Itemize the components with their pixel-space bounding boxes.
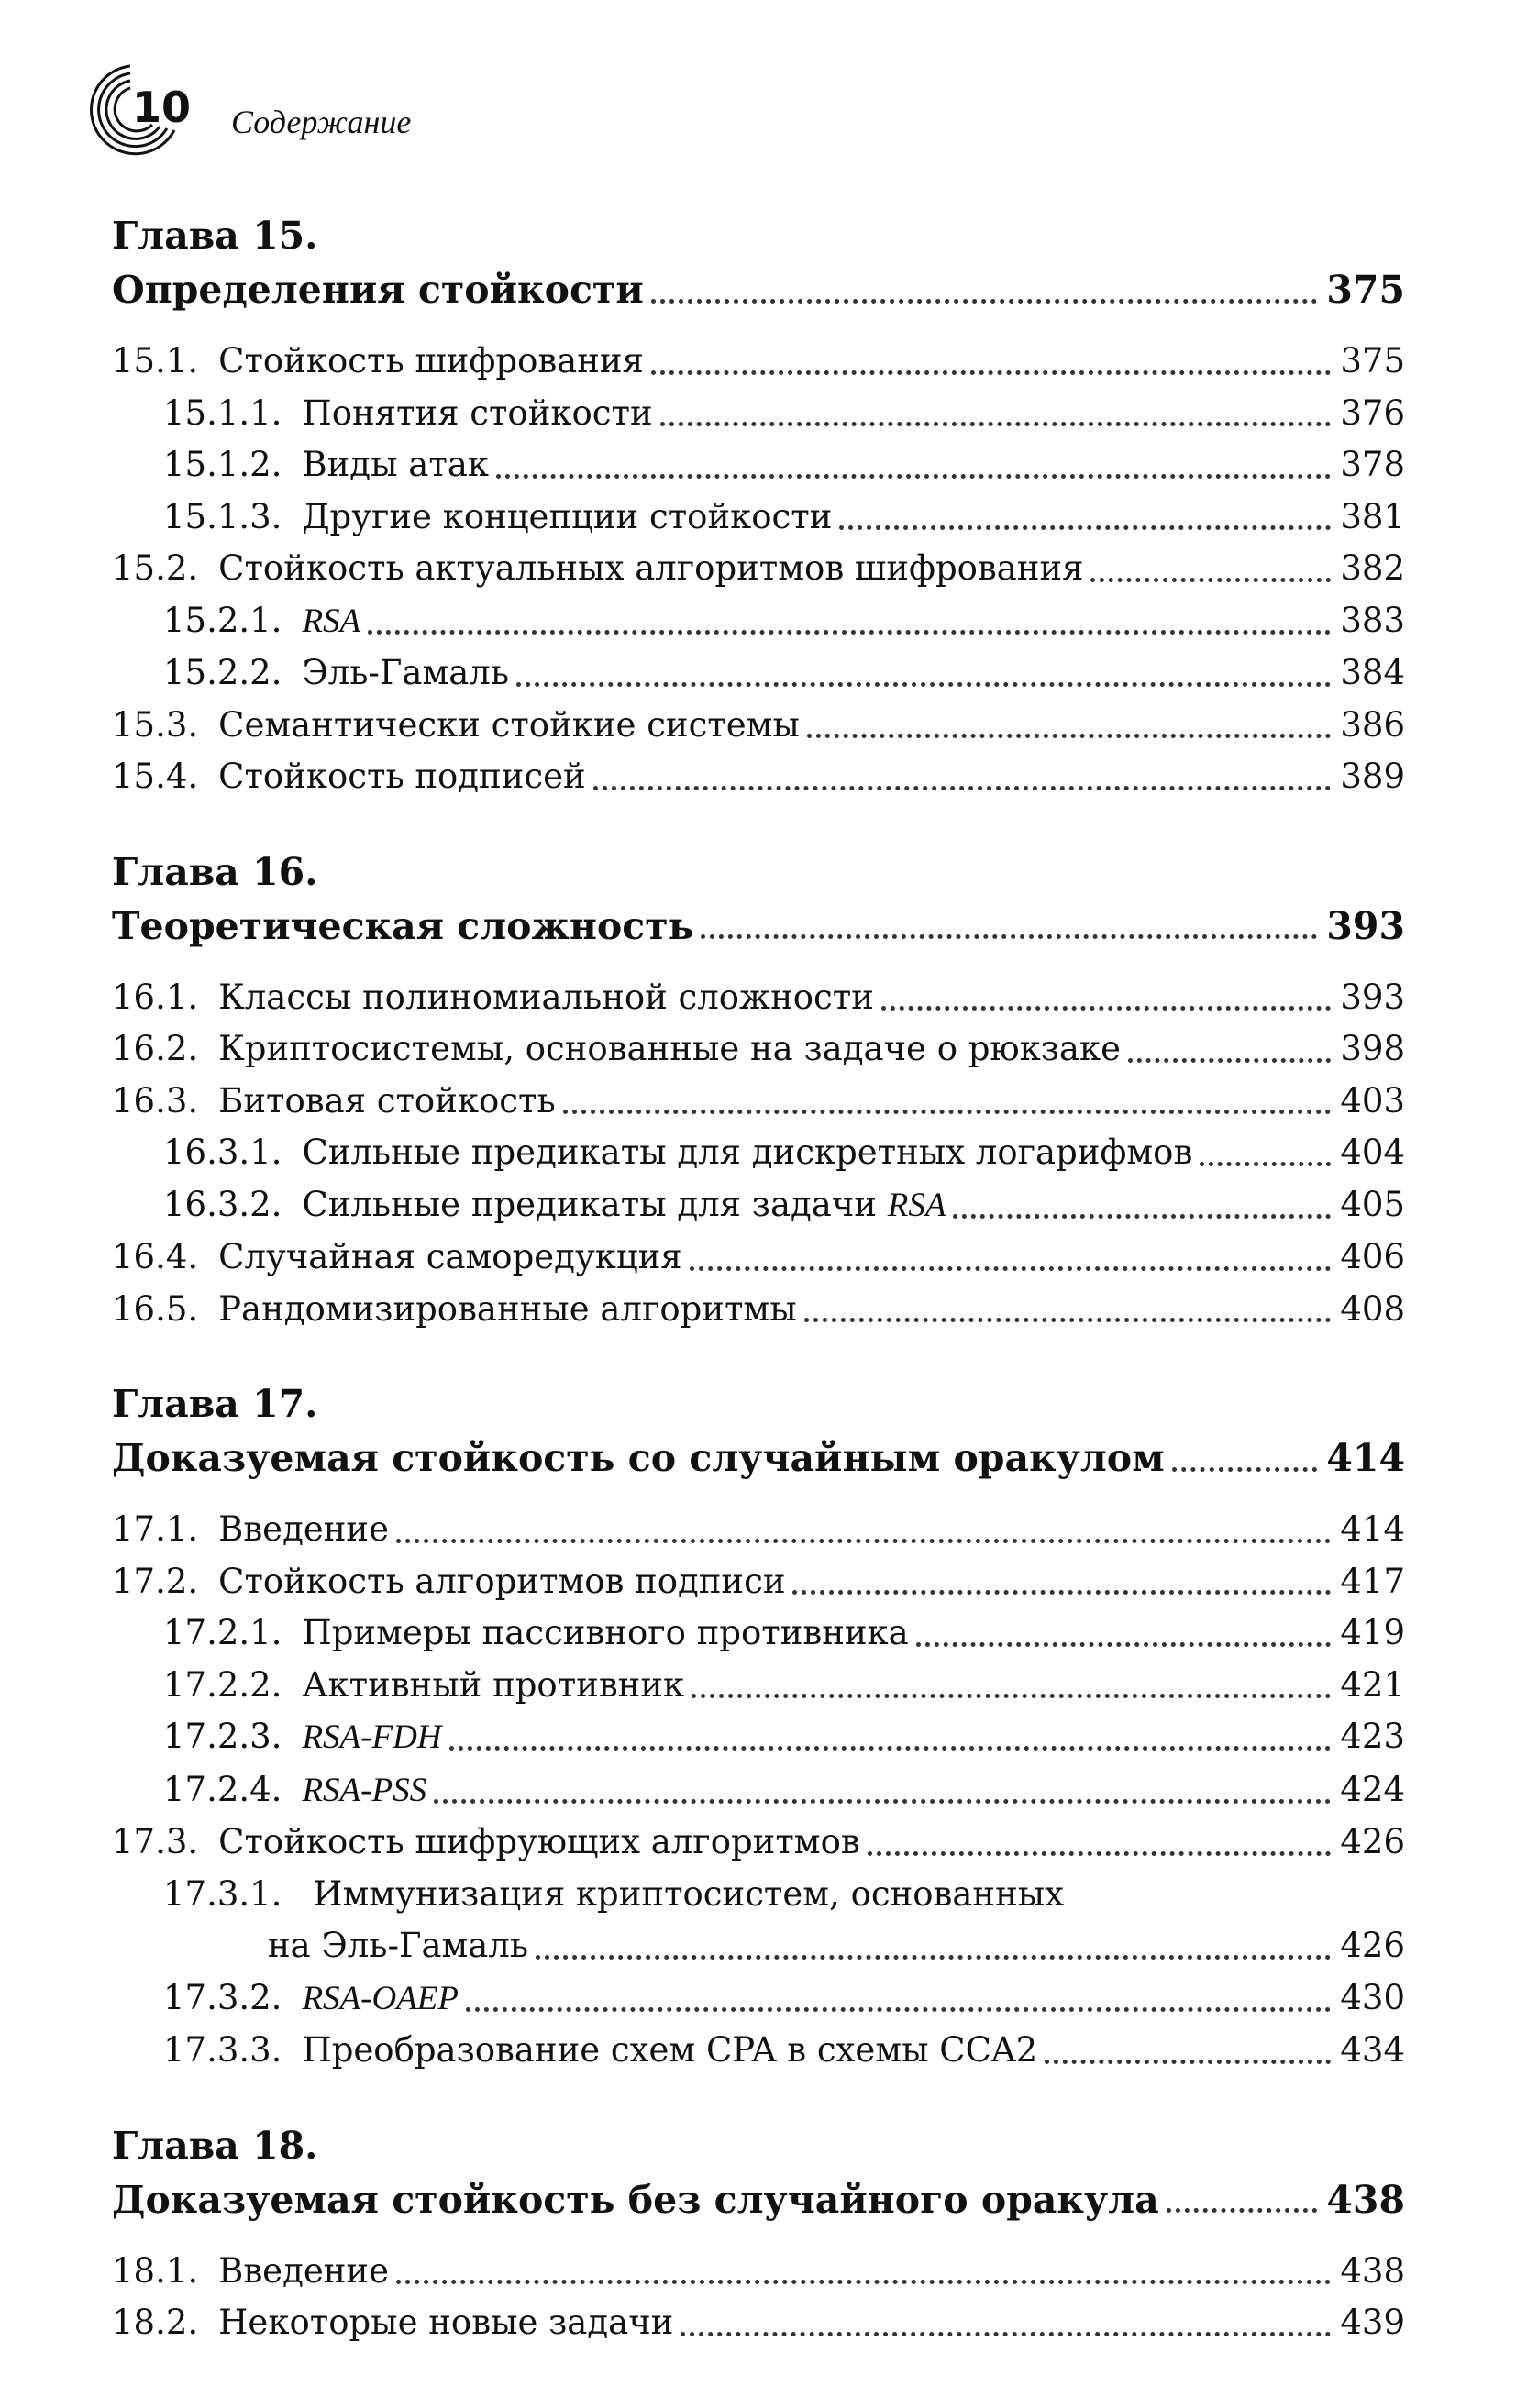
toc-entry[interactable] bbox=[112, 647, 1405, 700]
section-number: 17.1. bbox=[112, 1509, 199, 1549]
dot-leader bbox=[396, 1539, 1331, 1543]
page-ref: 426 bbox=[1340, 1926, 1405, 1965]
section-title: Битовая стойкость bbox=[218, 1080, 556, 1121]
section-number: 18.2. bbox=[112, 2303, 199, 2342]
page-ref: 378 bbox=[1340, 445, 1405, 484]
section-number: 17.2.1. bbox=[163, 1613, 282, 1652]
dot-leader bbox=[651, 370, 1331, 375]
page-ref: 434 bbox=[1340, 2030, 1405, 2070]
section-title bbox=[302, 1972, 459, 2026]
page-ref: 417 bbox=[1340, 1561, 1405, 1601]
dot-leader bbox=[807, 734, 1331, 738]
page-ref: 406 bbox=[1340, 1237, 1405, 1276]
section-title bbox=[302, 1179, 946, 1232]
page-ref: 389 bbox=[1340, 757, 1405, 796]
section-title: Сильные предикаты для дискретных логарифмов bbox=[302, 1132, 1193, 1172]
chapter-title: Определения стойкости bbox=[112, 268, 644, 312]
section-title-italic: RSA-FDH bbox=[302, 1718, 442, 1756]
section-number: 16.4. bbox=[112, 1237, 199, 1276]
chapter-number: Глава 17. bbox=[112, 1382, 318, 1426]
page-ref: 408 bbox=[1340, 1288, 1405, 1329]
toc-entry[interactable] bbox=[112, 751, 1405, 803]
section-number: 17.2.4. bbox=[163, 1769, 282, 1809]
toc-entry[interactable] bbox=[112, 1660, 1405, 1712]
toc-entry-chapter-18[interactable] bbox=[112, 2172, 1405, 2227]
page-ref: 384 bbox=[1340, 653, 1405, 692]
section-title-italic: RSA-OAEP bbox=[302, 1979, 459, 2017]
section-number: 15.2.1. bbox=[163, 600, 282, 640]
section-title: Примеры пассивного противника bbox=[302, 1613, 909, 1652]
toc-entry[interactable] bbox=[112, 336, 1405, 388]
dot-leader bbox=[839, 525, 1331, 530]
section-title bbox=[302, 1764, 426, 1817]
page-ref: 382 bbox=[1340, 548, 1405, 588]
page-ref: 404 bbox=[1340, 1132, 1405, 1172]
page-ref: 430 bbox=[1340, 1977, 1405, 2017]
dot-leader bbox=[651, 299, 1318, 304]
chapter-title: Доказуемая стойкость без случайного оракула bbox=[112, 2177, 1159, 2222]
toc-entry-multiline[interactable] bbox=[112, 1869, 1405, 1921]
section-title: Преобразование схем CPA в схемы CCA2 bbox=[302, 2030, 1038, 2070]
page-ref: 375 bbox=[1340, 341, 1405, 381]
dot-leader bbox=[516, 682, 1331, 687]
page-ref: 414 bbox=[1326, 1436, 1405, 1480]
toc-entry[interactable] bbox=[112, 1023, 1405, 1076]
section-number: 17.2.2. bbox=[163, 1664, 282, 1705]
section-title-italic: RSA-PSS bbox=[302, 1771, 427, 1809]
toc-entry[interactable] bbox=[112, 439, 1405, 492]
section-title bbox=[302, 595, 360, 648]
dot-leader bbox=[660, 422, 1332, 426]
section-title-italic: RSA bbox=[302, 602, 361, 640]
page-ref: 386 bbox=[1340, 704, 1405, 745]
toc-entry[interactable] bbox=[112, 388, 1405, 440]
page-ref: 424 bbox=[1340, 1769, 1405, 1809]
page-ref: 383 bbox=[1340, 600, 1405, 640]
section-title: Активный противник bbox=[302, 1664, 685, 1705]
dot-leader bbox=[1128, 1058, 1331, 1063]
section-number: 17.3.1. bbox=[163, 1873, 282, 1914]
dot-leader bbox=[434, 1799, 1331, 1804]
page-ref: 381 bbox=[1340, 496, 1405, 536]
toc-entry-continuation[interactable] bbox=[112, 1920, 1405, 1972]
dot-leader bbox=[536, 1955, 1331, 1960]
toc-entry[interactable] bbox=[112, 595, 1405, 648]
toc-entry[interactable] bbox=[112, 1127, 1405, 1179]
dot-leader bbox=[868, 1851, 1332, 1856]
dot-leader bbox=[1090, 578, 1331, 582]
toc-entry[interactable] bbox=[112, 1711, 1405, 1764]
chapter-title: Теоретическая сложность bbox=[112, 903, 694, 948]
dot-leader bbox=[1172, 1467, 1318, 1472]
page-ref: 421 bbox=[1340, 1664, 1405, 1705]
section-number: 16.3.2. bbox=[163, 1184, 282, 1224]
section-number: 16.3. bbox=[112, 1080, 199, 1121]
toc-entry[interactable] bbox=[112, 492, 1405, 544]
section-title: Эль-Гамаль bbox=[302, 653, 509, 692]
chapter-16 bbox=[112, 845, 1405, 1336]
dot-leader bbox=[563, 1110, 1332, 1114]
section-title: Понятия стойкости bbox=[302, 392, 653, 433]
section-number: 16.3.1. bbox=[163, 1132, 282, 1172]
dot-leader bbox=[953, 1214, 1331, 1219]
section-number: 15.1. bbox=[112, 341, 199, 381]
chapter-number: Глава 18. bbox=[112, 2123, 318, 2168]
section-number: 15.1.1. bbox=[163, 392, 282, 433]
section-number: 15.2. bbox=[112, 548, 199, 588]
dot-leader bbox=[1045, 2060, 1331, 2064]
toc-entry[interactable] bbox=[112, 1556, 1405, 1608]
toc-entry[interactable] bbox=[112, 1284, 1405, 1336]
section-number: 17.2. bbox=[112, 1561, 199, 1601]
toc-entry[interactable] bbox=[112, 1764, 1405, 1817]
page-ref: 375 bbox=[1326, 268, 1405, 312]
section-title: Введение bbox=[218, 2250, 389, 2291]
section-number: 15.3. bbox=[112, 704, 199, 745]
toc-entry[interactable] bbox=[112, 1504, 1405, 1556]
dot-leader bbox=[692, 1694, 1331, 1698]
toc-entry[interactable] bbox=[112, 2025, 1405, 2077]
section-number: 17.3.3. bbox=[163, 2030, 282, 2070]
dot-leader bbox=[916, 1642, 1332, 1647]
section-title: Стойкость актуальных алгоритмов шифрования bbox=[218, 548, 1084, 588]
page-ref: 405 bbox=[1340, 1184, 1405, 1224]
page-ref: 439 bbox=[1340, 2303, 1405, 2342]
page-ref: 426 bbox=[1340, 1822, 1405, 1861]
page-ref: 438 bbox=[1340, 2250, 1405, 2291]
page-ref: 393 bbox=[1326, 903, 1405, 948]
dot-leader bbox=[449, 1746, 1332, 1751]
dot-leader bbox=[681, 2332, 1331, 2336]
dot-leader bbox=[701, 934, 1317, 939]
section-number: 18.1. bbox=[112, 2250, 199, 2291]
section-title: Стойкость шифрующих алгоритмов bbox=[218, 1822, 860, 1861]
toc-entry[interactable] bbox=[112, 1972, 1405, 2026]
section-title-continuation: на Эль-Гамаль bbox=[268, 1926, 528, 1965]
toc-entry[interactable] bbox=[112, 1179, 1405, 1232]
section-title: Классы полиномиальной сложности bbox=[218, 977, 874, 1017]
chapter-number: Глава 16. bbox=[112, 849, 318, 894]
chapter-15 bbox=[112, 209, 1405, 803]
toc-entry[interactable] bbox=[112, 1607, 1405, 1660]
page-ref: 438 bbox=[1326, 2177, 1405, 2222]
section-number: 16.1. bbox=[112, 977, 199, 1017]
page-number: 10 bbox=[132, 83, 192, 132]
toc-entry[interactable] bbox=[112, 2246, 1405, 2298]
section-number: 16.2. bbox=[112, 1029, 199, 1068]
section-title: Рандомизированные алгоритмы bbox=[218, 1288, 797, 1329]
dot-leader bbox=[1167, 2208, 1318, 2213]
toc-entry[interactable] bbox=[112, 972, 1405, 1024]
section-title: Виды атак bbox=[302, 445, 490, 484]
toc-entry[interactable] bbox=[112, 543, 1405, 595]
toc-entry[interactable] bbox=[112, 1076, 1405, 1128]
section-number: 15.4. bbox=[112, 757, 199, 796]
dot-leader bbox=[368, 630, 1331, 635]
section-number: 17.3. bbox=[112, 1822, 199, 1861]
toc-entry[interactable] bbox=[112, 2297, 1405, 2349]
page-ref: 403 bbox=[1340, 1080, 1405, 1121]
section-title: Некоторые новые задачи bbox=[218, 2303, 674, 2342]
toc-entry[interactable] bbox=[112, 1232, 1405, 1284]
section-number: 15.1.2. bbox=[163, 445, 282, 484]
section-title bbox=[302, 1711, 441, 1764]
dot-leader bbox=[593, 786, 1332, 790]
toc-entry[interactable] bbox=[112, 700, 1405, 752]
dot-leader bbox=[496, 474, 1331, 479]
chapter-18 bbox=[112, 2119, 1405, 2349]
section-title: Стойкость подписей bbox=[218, 757, 586, 796]
dot-leader bbox=[1200, 1162, 1331, 1166]
page-ref: 423 bbox=[1340, 1717, 1405, 1756]
page-ref: 376 bbox=[1340, 392, 1405, 433]
dot-leader bbox=[881, 1006, 1331, 1011]
dot-leader bbox=[690, 1266, 1332, 1271]
section-title: Криптосистемы, основанные на задаче о рюкзаке bbox=[218, 1029, 1122, 1068]
section-number: 16.5. bbox=[112, 1288, 199, 1329]
section-title: Семантически стойкие системы bbox=[218, 704, 800, 745]
section-title-italic: RSA bbox=[887, 1186, 946, 1224]
chapter-title: Доказуемая стойкость со случайным оракулом bbox=[112, 1436, 1165, 1480]
section-number: 15.1.3. bbox=[163, 496, 282, 536]
toc-entry-chapter-16[interactable] bbox=[112, 899, 1405, 954]
dot-leader bbox=[396, 2280, 1331, 2284]
section-number: 17.2.3. bbox=[163, 1717, 282, 1756]
section-title-text: Сильные предикаты для задачи bbox=[302, 1184, 877, 1224]
running-title: Содержание bbox=[231, 104, 412, 140]
page-header bbox=[75, 57, 901, 158]
chapter-number: Глава 15. bbox=[112, 214, 318, 258]
section-number: 15.2.2. bbox=[163, 653, 282, 692]
section-number: 17.3.2. bbox=[163, 1977, 282, 2017]
dot-leader bbox=[804, 1318, 1332, 1322]
page-ref: 414 bbox=[1340, 1509, 1405, 1549]
section-title: Случайная саморедукция bbox=[218, 1237, 682, 1276]
page-ref: 398 bbox=[1340, 1029, 1405, 1068]
toc-entry-chapter-17[interactable] bbox=[112, 1430, 1405, 1486]
section-title: Стойкость алгоритмов подписи bbox=[218, 1561, 786, 1601]
section-title: Введение bbox=[218, 1509, 389, 1549]
dot-leader bbox=[466, 2007, 1331, 2012]
page-ref: 419 bbox=[1340, 1613, 1405, 1652]
section-title: Другие концепции стойкости bbox=[302, 496, 833, 536]
page-ref: 393 bbox=[1340, 977, 1405, 1017]
toc-entry-chapter-15[interactable] bbox=[112, 262, 1405, 317]
section-title: Иммунизация криптосистем, основанных bbox=[313, 1873, 1065, 1914]
chapter-17 bbox=[112, 1377, 1405, 2077]
section-title: Стойкость шифрования bbox=[218, 341, 644, 381]
toc-entry[interactable] bbox=[112, 1817, 1405, 1869]
table-of-contents bbox=[112, 209, 1405, 2391]
dot-leader bbox=[792, 1590, 1331, 1595]
